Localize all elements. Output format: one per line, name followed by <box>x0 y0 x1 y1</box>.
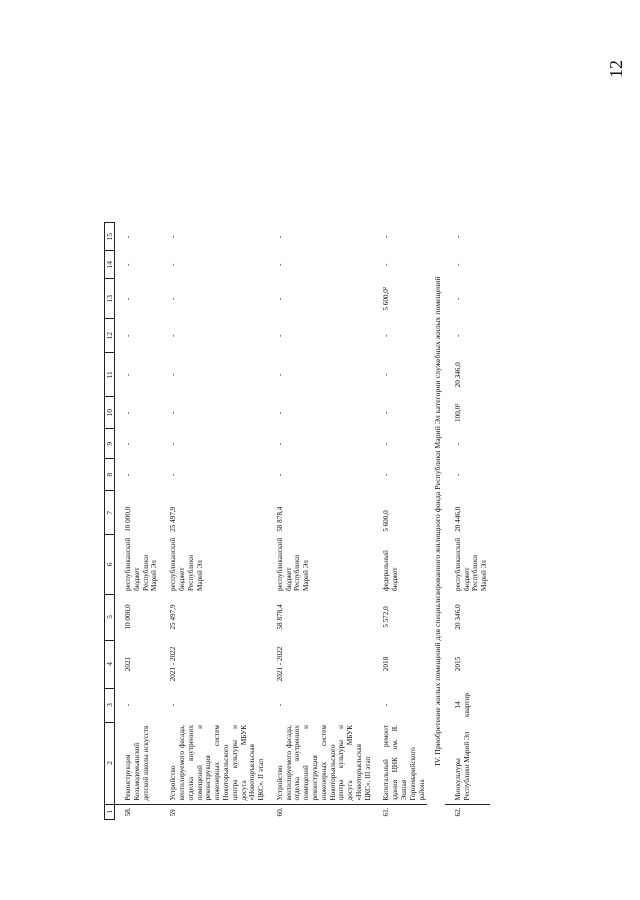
table-row <box>267 223 374 820</box>
value-cell: - <box>169 473 178 476</box>
rotated-table-container <box>104 90 489 820</box>
value-cell: - <box>382 411 391 414</box>
estimated-cost-cell: 58 878,4 <box>275 604 284 630</box>
funding-source-cell: федеральный бюджет <box>382 550 400 592</box>
capacity-cell: 14 квартир <box>453 692 471 718</box>
funding-source-cell: республиканский бюджет Республики Марий Эл <box>169 537 204 592</box>
value-cell: - <box>169 373 178 376</box>
value-cell: - <box>124 411 133 414</box>
value-cell: - <box>169 263 178 266</box>
value-cell: - <box>275 263 284 266</box>
row-number: 62. <box>453 807 462 817</box>
value-cell: - <box>275 334 284 337</box>
object-name: Устройство вентилируемого фасада, отделка внутренних помещений и реконструкция инженерных систем Новоторъяльского центра культуры и досуга МБУК «Новоторъяльская ЦКС». II этап <box>160 722 267 804</box>
value-cell: - <box>124 473 133 476</box>
header-cell: 8 <box>105 459 115 491</box>
value-cell: - <box>124 373 133 376</box>
header-cell: 9 <box>105 429 115 459</box>
years-cell: 2021 <box>124 656 133 672</box>
value-cell: - <box>453 473 462 476</box>
value-cell: 100,0² <box>453 403 462 422</box>
value-cell: - <box>453 442 462 445</box>
table-row <box>373 223 427 820</box>
value-cell: - <box>124 297 133 300</box>
value-cell: - <box>453 334 462 337</box>
header-cell: 15 <box>105 223 115 251</box>
object-name: Устройство вентилируемого фасада, отделка внутренних помещений и реконструкция инженерных систем Новоторъяльского центра культуры и досуга МБУК «Новоторъяльская ЦКС». III этап <box>267 722 374 804</box>
funding-source-cell: республиканский бюджет Республики Марий Эл <box>453 537 489 592</box>
budget-table <box>104 222 490 820</box>
row-number: 60. <box>275 807 284 817</box>
row-number: 58. <box>124 807 133 817</box>
value-cell: - <box>124 442 133 445</box>
value-cell: - <box>382 235 391 238</box>
years-cell: 2021 - 2022 <box>275 646 284 682</box>
value-cell: - <box>169 334 178 337</box>
value-cell: - <box>382 263 391 266</box>
page-number: 12 <box>606 60 626 78</box>
value-cell: - <box>275 235 284 238</box>
capacity-cell: - <box>169 703 178 707</box>
value-cell: - <box>382 373 391 376</box>
total-cell: 25 497,9 <box>169 506 178 532</box>
value-cell: - <box>382 334 391 337</box>
header-cell: 6 <box>105 535 115 594</box>
value-cell: - <box>275 442 284 445</box>
value-cell: - <box>382 442 391 445</box>
total-cell: 5 600,0 <box>382 510 391 532</box>
total-cell: 58 878,4 <box>275 506 284 532</box>
table-row <box>160 223 267 820</box>
total-cell: 20 446,0 <box>453 506 462 532</box>
value-cell: - <box>275 473 284 476</box>
table-row <box>115 223 161 820</box>
header-cell: 14 <box>105 251 115 279</box>
funding-source-cell: республиканский бюджет Республики Марий Эл <box>124 537 159 592</box>
header-cell: 10 <box>105 397 115 429</box>
section-header-row <box>427 223 445 820</box>
row-number: 59 <box>169 809 178 817</box>
header-cell: 7 <box>105 491 115 535</box>
value-cell: - <box>275 411 284 414</box>
capacity-cell: - <box>124 703 133 707</box>
header-cell: 11 <box>105 353 115 397</box>
years-cell: 2015 <box>453 656 462 672</box>
header-cell: 1 <box>105 804 115 819</box>
funding-source-cell: республиканский бюджет Республики Марий Эл <box>275 537 311 592</box>
value-cell: - <box>124 334 133 337</box>
value-cell: - <box>124 263 133 266</box>
years-cell: 2021 - 2022 <box>169 646 178 682</box>
value-cell: - <box>169 297 178 300</box>
value-cell: - <box>169 411 178 414</box>
estimated-cost-cell: 25 497,9 <box>169 604 178 630</box>
table-row <box>445 223 490 820</box>
total-cell: 10 000,0 <box>124 506 133 532</box>
header-cell: 4 <box>105 640 115 688</box>
header-cell: 2 <box>105 722 115 804</box>
capacity-cell: - <box>275 703 284 707</box>
value-cell: - <box>382 473 391 476</box>
value-cell: - <box>169 442 178 445</box>
header-cell: 13 <box>105 279 115 319</box>
estimated-cost-cell: 20 346,0 <box>453 604 462 630</box>
header-cell: 3 <box>105 688 115 722</box>
capacity-cell: - <box>382 703 391 707</box>
value-cell: - <box>124 235 133 238</box>
value-cell: - <box>453 297 462 300</box>
estimated-cost-cell: 10 000,0 <box>124 604 133 630</box>
column-number-header <box>105 223 115 820</box>
value-cell: - <box>453 263 462 266</box>
value-cell: - <box>169 235 178 238</box>
object-name: Реконструкция Козьмодемьянской детской школы искусств <box>115 722 161 804</box>
object-name: Минкультуры Республики Марий Эл <box>445 722 490 804</box>
value-cell: 5 600,0² <box>382 286 391 311</box>
value-cell: 20 346,0 <box>453 362 462 388</box>
header-cell: 12 <box>105 319 115 353</box>
years-cell: 2018 <box>382 656 391 672</box>
value-cell: - <box>453 235 462 238</box>
header-cell: 5 <box>105 594 115 640</box>
section-title: IV. Приобретение жилых помещений для специализированного жилищного фонда Республики Марий Эл категории служебных жилых помещений <box>433 276 443 766</box>
estimated-cost-cell: 5 572,0 <box>382 606 391 628</box>
row-number: 61. <box>382 807 391 817</box>
value-cell: - <box>275 297 284 300</box>
value-cell: - <box>275 373 284 376</box>
object-name: Капитальный ремонт здания ЦНК им. Я. Эшпая Горномарийского района <box>373 722 427 804</box>
